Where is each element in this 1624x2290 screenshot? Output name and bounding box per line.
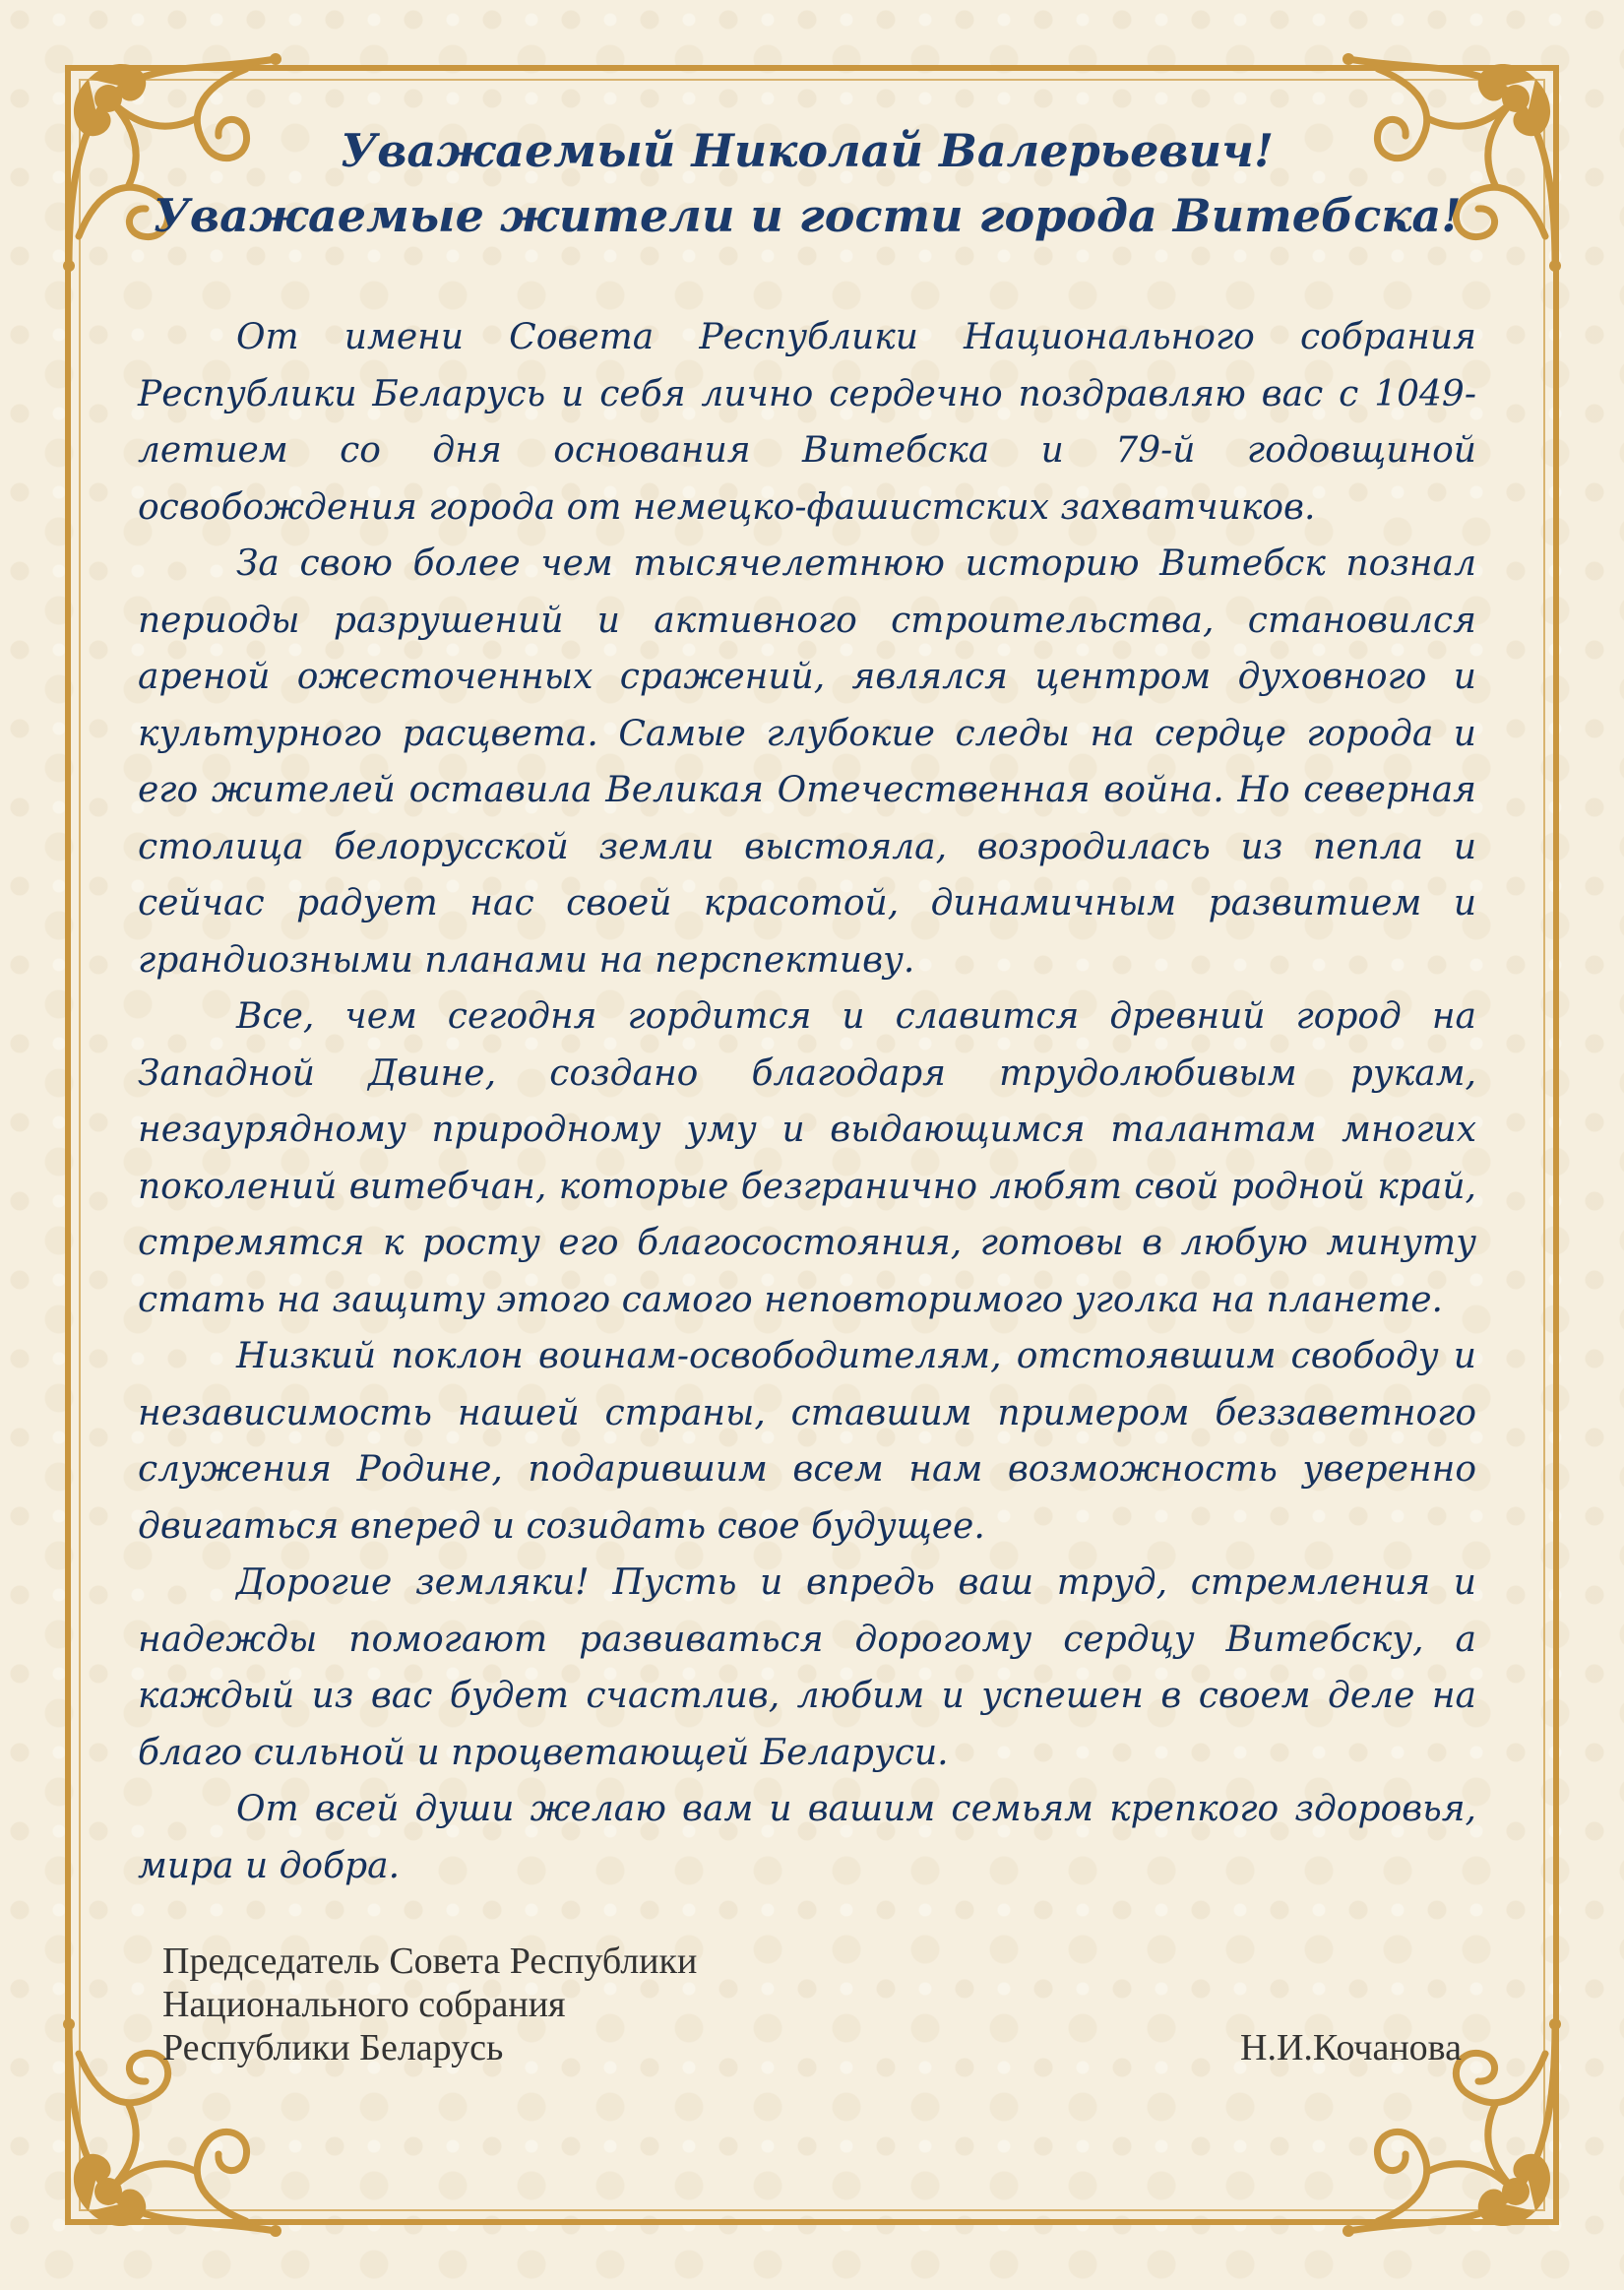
letter-heading	[138, 118, 1476, 248]
paragraph-4: Низкий поклон воинам-освободителям, отстоявшим свободу и независимость нашей страны, ставшим примером беззаветного служения Родине, подарившим всем нам возможность уверенно двигаться вперед и созидать свое будущее.	[138, 1336, 1476, 1547]
paragraph-1: От имени Совета Республики Национального собрания Республики Беларусь и себя лично сердечно поздравляю вас с 1049-летием со дня основания Витебска и 79-й годовщиной освобождения города от немецко-фашистских захватчиков.	[138, 317, 1476, 528]
heading-line-2: Уважаемые жители и гости города Витебска!	[153, 189, 1462, 242]
signer-position	[162, 1940, 697, 2069]
paragraph-2: За свою более чем тысячелетнюю историю Витебск познал периоды разрушений и активного строительства, становился ареной ожесточенных сражений, являлся центром духовного и культурного расцвета. Самые глубокие следы на сердце города и его жителей оставила Великая Отечественная война. Но северная столица белорусской земли выстояла, возродилась из пепла и сейчас радует нас своей красотой, динамичным развитием и грандиозными планами на перспективу.	[138, 543, 1476, 981]
paragraph-3: Все, чем сегодня гордится и славится древний город на Западной Двине, создано благодаря трудолюбивым рукам, незаурядному природному уму и выдающимся талантам многих поколений витебчан, которые безгранично любят свой родной край, стремятся к росту его благосостояния, готовы в любую минуту стать на защиту этого самого неповторимого уголка на планете.	[138, 996, 1476, 1320]
heading-line-1: Уважаемый Николай Валерьевич!	[340, 124, 1275, 177]
signer-position-line-3: Республики Беларусь	[162, 2027, 504, 2068]
paragraph-5: Дорогие земляки! Пусть и впредь ваш труд, стремления и надежды помогают развиваться дорогому сердцу Витебску, а каждый из вас будет счастлив, любим и успешен в своем деле на благо сильной и процветающей Беларуси.	[138, 1562, 1476, 1773]
paragraph-6: От всей души желаю вам и вашим семьям крепкого здоровья, мира и добра.	[138, 1789, 1476, 1886]
signer-position-line-1: Председатель Совета Республики	[162, 1940, 698, 1982]
letter-body	[138, 309, 1476, 1894]
signer-position-line-2: Национального собрания	[162, 1984, 566, 2025]
letter-content	[138, 118, 1476, 1894]
signer-name: Н.И.Кочанова	[1240, 2027, 1462, 2068]
